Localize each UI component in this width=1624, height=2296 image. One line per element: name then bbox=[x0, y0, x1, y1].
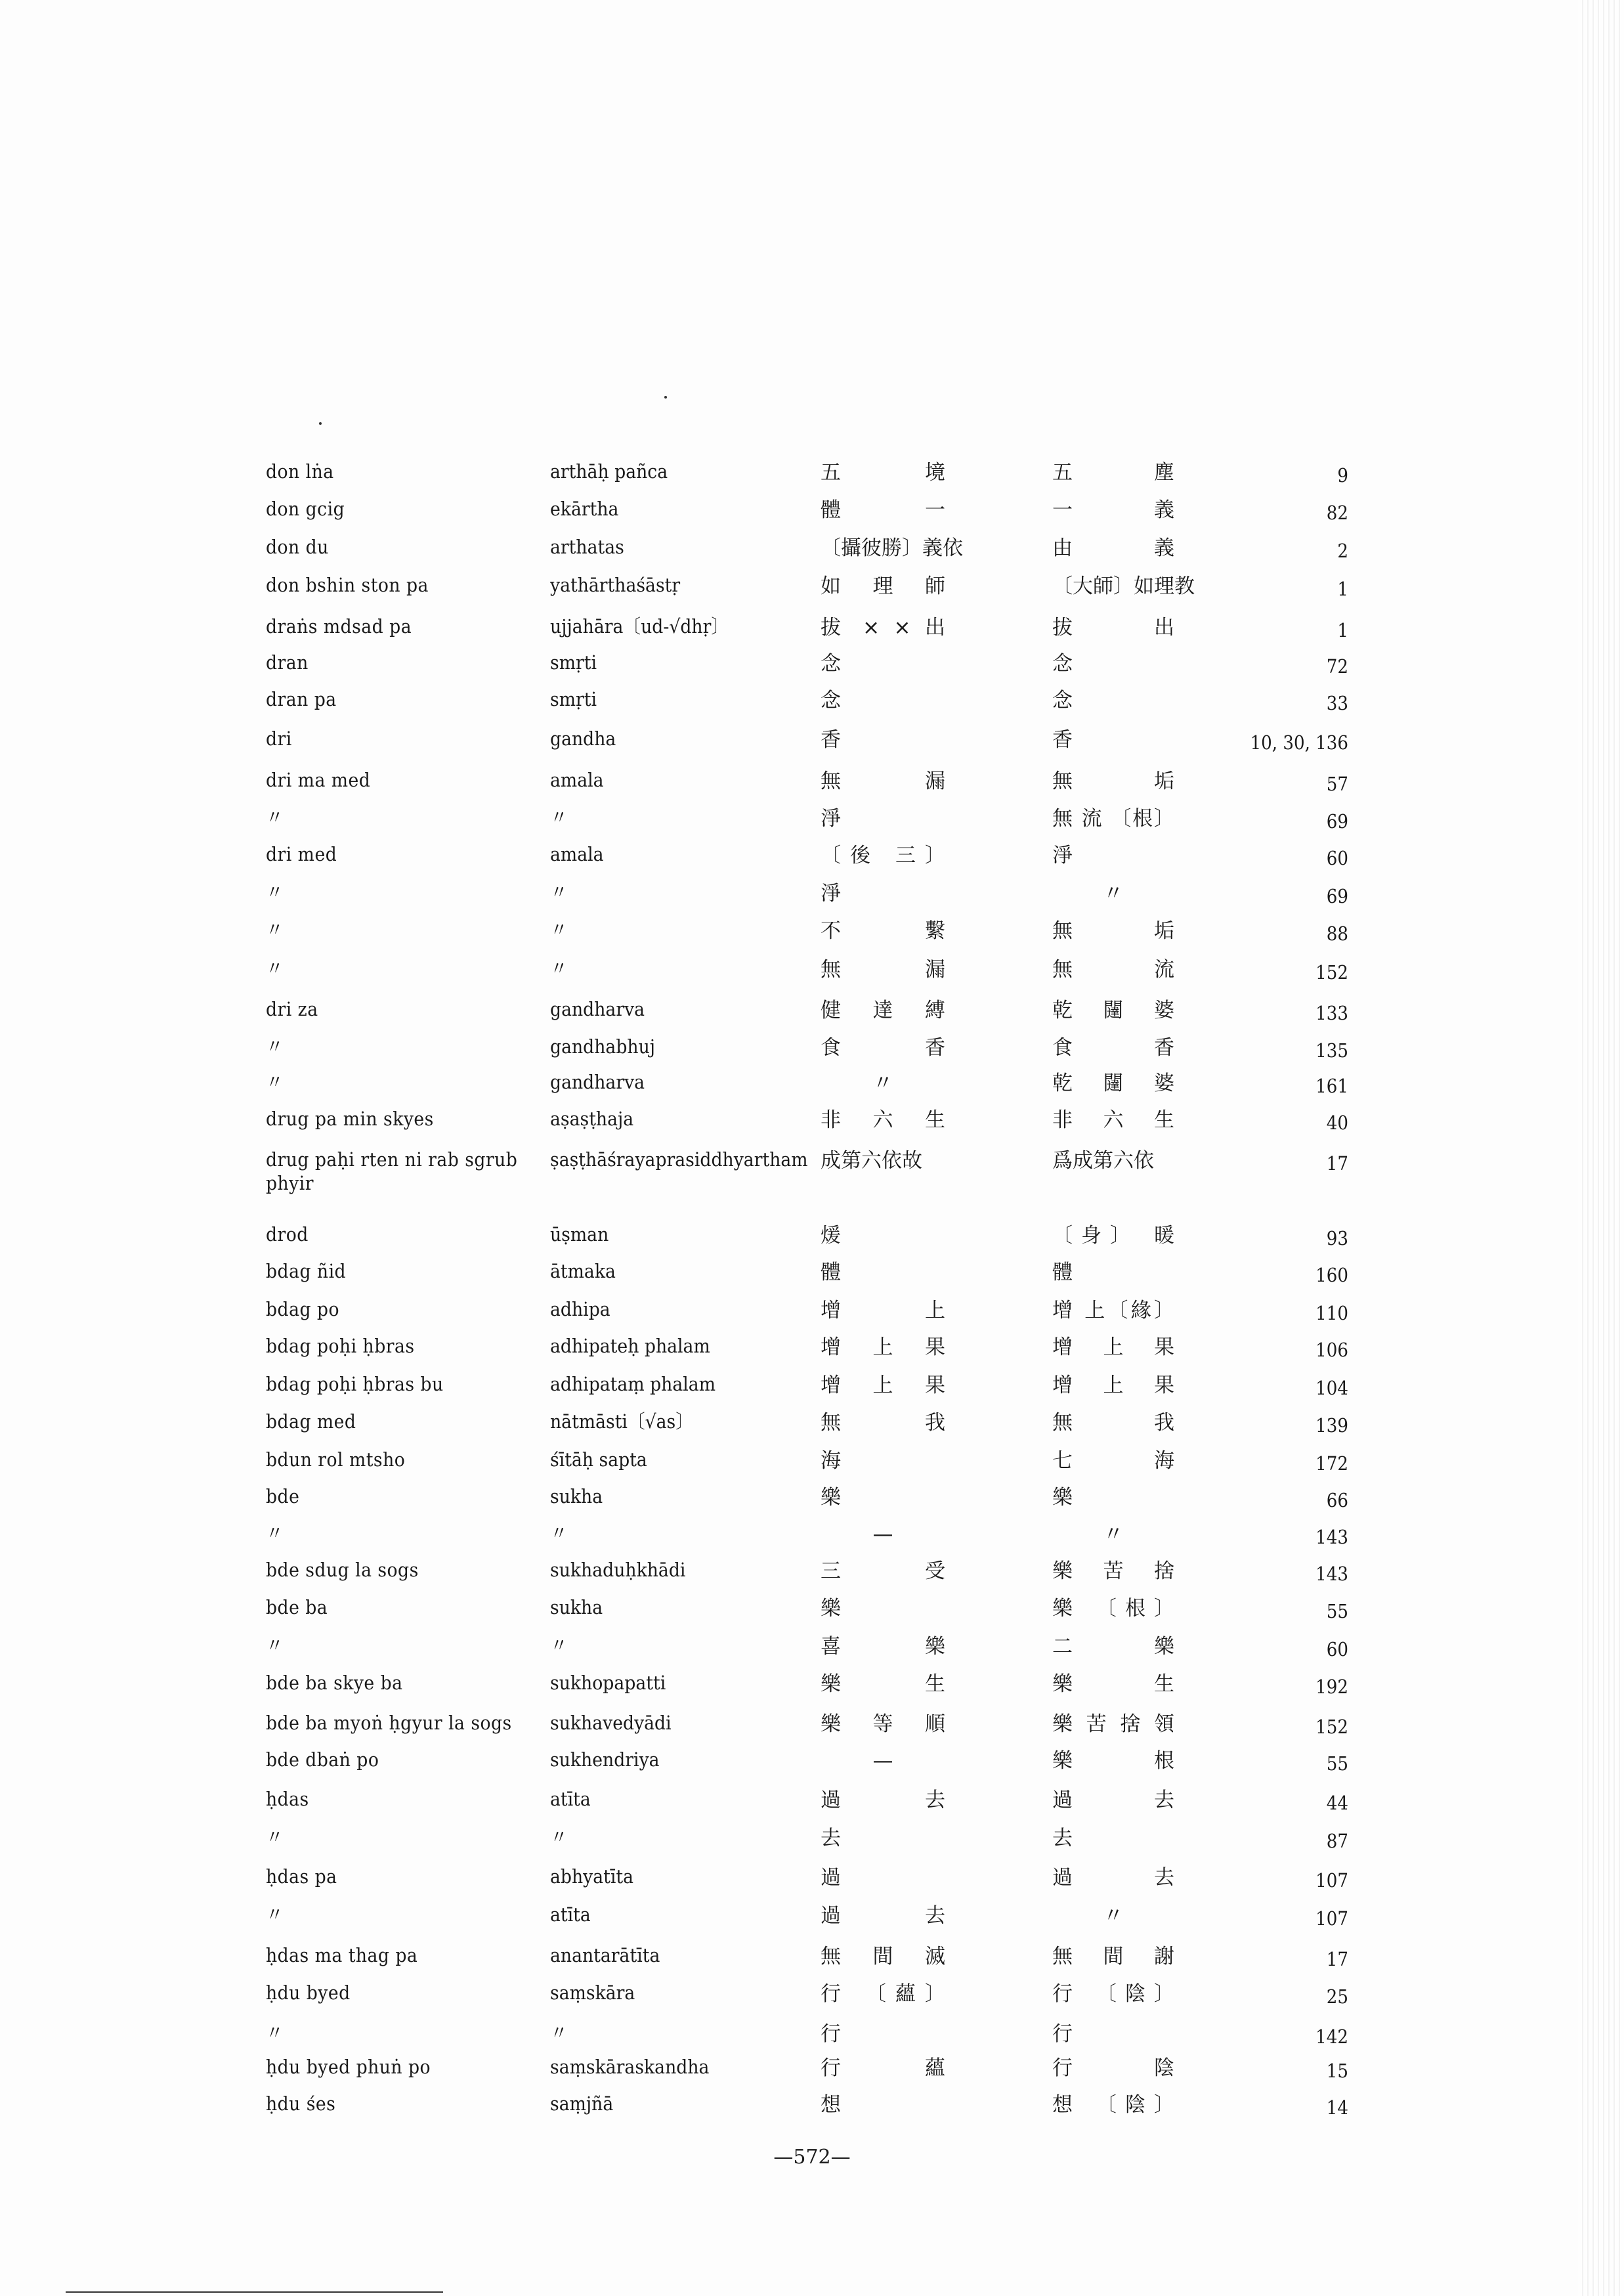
chinese-term-paramartha: 體 bbox=[1052, 1261, 1073, 1284]
sanskrit-term: ātmaka bbox=[550, 1260, 616, 1282]
chinese-term-paramartha: 去 bbox=[1052, 1827, 1073, 1850]
chinese-term-paramartha: 行 〔陰〕 bbox=[1052, 1982, 1174, 2006]
tibetan-term: bdag poḥi ḥbras bbox=[266, 1335, 415, 1357]
tibetan-term: 〃 bbox=[266, 1826, 284, 1848]
tibetan-term: draṅs mdsad pa bbox=[266, 615, 412, 638]
sanskrit-term: śītāḥ sapta bbox=[550, 1448, 647, 1471]
page-reference: 143 bbox=[1315, 1563, 1348, 1585]
page-reference: 107 bbox=[1315, 1869, 1348, 1892]
chinese-term-xuanzang: 〔後 三〕 bbox=[821, 844, 945, 867]
tibetan-term: don lṅa bbox=[266, 460, 334, 483]
table-row bbox=[0, 727, 1624, 766]
page-reference: 106 bbox=[1315, 1339, 1348, 1361]
scan-speck bbox=[319, 422, 322, 425]
tibetan-term: 〃 bbox=[266, 1903, 284, 1926]
page-reference: 60 bbox=[1326, 847, 1348, 869]
chinese-term-xuanzang: 無 我 bbox=[821, 1411, 945, 1435]
sanskrit-term: aṣaṣṭhaja bbox=[550, 1108, 634, 1130]
page-reference: 17 bbox=[1326, 1152, 1348, 1175]
chinese-term-paramartha: 〃 bbox=[1103, 882, 1124, 905]
page-reference: 2 bbox=[1337, 540, 1348, 562]
chinese-term-paramartha: 七 海 bbox=[1052, 1449, 1174, 1473]
chinese-term-paramartha: 無 垢 bbox=[1052, 919, 1174, 943]
chinese-term-xuanzang: 五 境 bbox=[821, 461, 945, 485]
table-row bbox=[0, 1259, 1624, 1299]
table-row bbox=[0, 2055, 1624, 2094]
sanskrit-term: amala bbox=[550, 769, 604, 791]
chinese-term-paramartha: 〃 bbox=[1103, 1523, 1124, 1546]
chinese-term-paramartha: 無 間 謝 bbox=[1052, 1945, 1174, 1968]
chinese-term-paramartha: 念 bbox=[1052, 652, 1073, 676]
sanskrit-term: ṣaṣṭhāśrayaprasiddhyartham bbox=[550, 1148, 808, 1171]
page-reference: 57 bbox=[1326, 773, 1348, 795]
page-reference: 93 bbox=[1326, 1227, 1348, 1249]
sanskrit-term: saṃskāraskandha bbox=[550, 2056, 710, 2078]
tibetan-term: 〃 bbox=[266, 806, 284, 829]
chinese-term-xuanzang: 無 漏 bbox=[821, 958, 945, 982]
chinese-term-paramartha: 淨 bbox=[1052, 844, 1073, 867]
chinese-term-xuanzang: 過 bbox=[821, 1866, 841, 1890]
table-row bbox=[0, 1070, 1624, 1110]
chinese-term-xuanzang: 念 bbox=[821, 652, 841, 676]
sanskrit-term: ujjahāra〔ud-√dhṛ〕 bbox=[550, 615, 729, 638]
scan-speck bbox=[664, 396, 667, 399]
page-reference: 133 bbox=[1315, 1002, 1348, 1024]
table-row bbox=[0, 573, 1624, 613]
tibetan-term: dran pa bbox=[266, 688, 337, 710]
chinese-term-xuanzang: 非 六 生 bbox=[821, 1108, 945, 1132]
page-reference: 69 bbox=[1326, 885, 1348, 907]
page-reference: 60 bbox=[1326, 1638, 1348, 1660]
sanskrit-term: 〃 bbox=[550, 881, 568, 903]
chinese-term-xuanzang: 香 bbox=[821, 728, 841, 752]
tibetan-term: 〃 bbox=[266, 957, 284, 980]
chinese-term-paramartha: 〔大師〕如理教 bbox=[1052, 574, 1195, 598]
bottom-rule bbox=[66, 2291, 443, 2293]
chinese-term-paramartha: 乾 闥 婆 bbox=[1052, 999, 1174, 1022]
chinese-term-xuanzang: 行 〔蘊〕 bbox=[821, 1982, 945, 2006]
sanskrit-term: gandhabhuj bbox=[550, 1035, 656, 1058]
table-row bbox=[0, 997, 1624, 1037]
chinese-term-paramartha: 行 bbox=[1052, 2022, 1073, 2046]
tibetan-term: 〃 bbox=[266, 1071, 284, 1093]
tibetan-term: ḥdu byed phuṅ po bbox=[266, 2056, 431, 2078]
chinese-term-xuanzang: 食 香 bbox=[821, 1036, 945, 1060]
tibetan-term: drug pa min skyes bbox=[266, 1108, 434, 1130]
page-reference: 161 bbox=[1315, 1075, 1348, 1097]
chinese-term-xuanzang: — bbox=[872, 1749, 893, 1773]
chinese-term-xuanzang: 喜 樂 bbox=[821, 1635, 945, 1658]
chinese-term-paramartha: 增 上〔緣〕 bbox=[1052, 1299, 1174, 1322]
sanskrit-term: anantarātīta bbox=[550, 1944, 660, 1966]
sanskrit-term: adhipa bbox=[550, 1298, 610, 1320]
sanskrit-term: 〃 bbox=[550, 806, 568, 829]
chinese-term-paramartha: 香 bbox=[1052, 728, 1073, 752]
table-row bbox=[0, 2021, 1624, 2060]
table-row bbox=[0, 2092, 1624, 2131]
page-reference: 25 bbox=[1326, 1985, 1348, 2008]
table-row bbox=[0, 1484, 1624, 1524]
chinese-term-xuanzang: 煖 bbox=[821, 1224, 841, 1247]
table-row bbox=[0, 460, 1624, 499]
sanskrit-term: atīta bbox=[550, 1903, 591, 1926]
chinese-term-xuanzang: 增 上 bbox=[821, 1299, 945, 1322]
tibetan-term: ḥdas pa bbox=[266, 1865, 337, 1888]
page-reference: 17 bbox=[1326, 1948, 1348, 1970]
page-reference: 14 bbox=[1326, 2096, 1348, 2119]
tibetan-term: drug paḥi rten ni rab sgrub phyir bbox=[266, 1148, 518, 1194]
sanskrit-term: sukhopapatti bbox=[550, 1672, 666, 1694]
tibetan-term: dri za bbox=[266, 998, 318, 1020]
sanskrit-term: sukhendriya bbox=[550, 1748, 660, 1771]
sanskrit-term: adhipataṃ phalam bbox=[550, 1373, 716, 1395]
page-reference: 135 bbox=[1315, 1039, 1348, 1062]
page-reference: 152 bbox=[1315, 1716, 1348, 1738]
sanskrit-term: sukha bbox=[550, 1596, 603, 1618]
tibetan-term: 〃 bbox=[266, 1035, 284, 1058]
tibetan-term: 〃 bbox=[266, 1522, 284, 1544]
table-row bbox=[0, 535, 1624, 574]
tibetan-term: dri bbox=[266, 727, 292, 750]
page-number: —572— bbox=[773, 2146, 851, 2169]
table-row bbox=[0, 1825, 1624, 1865]
sanskrit-term: 〃 bbox=[550, 1826, 568, 1848]
page-reference: 33 bbox=[1326, 692, 1348, 714]
table-row bbox=[0, 1334, 1624, 1374]
chinese-term-xuanzang: 淨 bbox=[821, 807, 841, 831]
sanskrit-term: 〃 bbox=[550, 1634, 568, 1657]
page-reference: 9 bbox=[1337, 464, 1348, 487]
chinese-term-xuanzang: 成第六依故 bbox=[821, 1149, 922, 1173]
table-row bbox=[0, 1521, 1624, 1561]
page-reference: 1 bbox=[1337, 619, 1348, 641]
tibetan-term: dran bbox=[266, 651, 309, 674]
table-row bbox=[0, 687, 1624, 727]
chinese-term-paramartha: 念 bbox=[1052, 689, 1073, 712]
page-reference: 104 bbox=[1315, 1377, 1348, 1399]
page-reference: 55 bbox=[1326, 1600, 1348, 1622]
chinese-term-xuanzang: 淨 bbox=[821, 882, 841, 905]
table-row bbox=[0, 957, 1624, 996]
chinese-term-paramartha: 過 去 bbox=[1052, 1788, 1174, 1812]
sanskrit-term: atīta bbox=[550, 1788, 591, 1810]
sanskrit-term: adhipateḥ phalam bbox=[550, 1335, 710, 1357]
page-reference: 82 bbox=[1326, 502, 1348, 524]
chinese-term-xuanzang: — bbox=[872, 1523, 893, 1546]
table-row bbox=[0, 1558, 1624, 1597]
chinese-term-xuanzang: 過 去 bbox=[821, 1904, 945, 1928]
tibetan-term: bdag poḥi ḥbras bu bbox=[266, 1373, 444, 1395]
table-row bbox=[0, 768, 1624, 808]
chinese-term-paramartha: 二 樂 bbox=[1052, 1635, 1174, 1658]
sanskrit-term: ekārtha bbox=[550, 498, 619, 520]
page-reference: 1 bbox=[1337, 578, 1348, 600]
sanskrit-term: 〃 bbox=[550, 2022, 568, 2044]
chinese-term-paramartha: 無 流 〔根〕 bbox=[1052, 807, 1174, 831]
table-row bbox=[0, 651, 1624, 690]
sanskrit-term: ūṣman bbox=[550, 1223, 609, 1245]
chinese-term-xuanzang: 想 bbox=[821, 2093, 841, 2117]
sanskrit-term: 〃 bbox=[550, 1522, 568, 1544]
table-row bbox=[0, 1981, 1624, 2020]
chinese-term-paramartha: 非 六 生 bbox=[1052, 1108, 1174, 1132]
chinese-term-paramartha: 樂 根 bbox=[1052, 1749, 1174, 1773]
table-row bbox=[0, 1595, 1624, 1635]
sanskrit-term: amala bbox=[550, 843, 604, 865]
tibetan-term: 〃 bbox=[266, 881, 284, 903]
chinese-term-paramartha: 想 〔陰〕 bbox=[1052, 2093, 1174, 2117]
sanskrit-term: sukha bbox=[550, 1485, 603, 1507]
page-reference: 15 bbox=[1326, 2060, 1348, 2082]
table-row bbox=[0, 1787, 1624, 1827]
chinese-term-xuanzang: 去 bbox=[821, 1827, 841, 1850]
sanskrit-term: smṛti bbox=[550, 651, 597, 674]
tibetan-term: bde sdug la sogs bbox=[266, 1559, 419, 1581]
chinese-term-xuanzang: 過 去 bbox=[821, 1788, 945, 1812]
sanskrit-term: gandha bbox=[550, 727, 616, 750]
sanskrit-term: gandharva bbox=[550, 998, 645, 1020]
tibetan-term: dri med bbox=[266, 843, 337, 865]
page-reference: 87 bbox=[1326, 1830, 1348, 1852]
chinese-term-paramartha: 無 垢 bbox=[1052, 769, 1174, 793]
chinese-term-xuanzang: 如 理 師 bbox=[821, 574, 945, 598]
chinese-term-xuanzang: 無 間 滅 bbox=[821, 1945, 945, 1968]
tibetan-term: bde dbaṅ po bbox=[266, 1748, 379, 1771]
chinese-term-xuanzang: 健 達 縛 bbox=[821, 999, 945, 1022]
page-reference: 72 bbox=[1326, 655, 1348, 678]
sanskrit-term: sukhaduḥkhādi bbox=[550, 1559, 686, 1581]
chinese-term-xuanzang: 樂 等 順 bbox=[821, 1712, 945, 1736]
chinese-term-paramartha: 行 陰 bbox=[1052, 2056, 1174, 2080]
table-row bbox=[0, 1903, 1624, 1942]
page-reference: 10, 30, 136 bbox=[1250, 731, 1348, 754]
table-row bbox=[0, 842, 1624, 882]
sanskrit-term: arthatas bbox=[550, 536, 624, 558]
chinese-term-xuanzang: 樂 生 bbox=[821, 1672, 945, 1696]
tibetan-term: don gcig bbox=[266, 498, 345, 520]
tibetan-term: ḥdas ma thag pa bbox=[266, 1944, 418, 1966]
tibetan-term: bdag ñid bbox=[266, 1260, 347, 1282]
tibetan-term: bde bbox=[266, 1485, 300, 1507]
table-row bbox=[0, 1448, 1624, 1487]
chinese-term-xuanzang: 行 蘊 bbox=[821, 2056, 945, 2080]
tibetan-term: don du bbox=[266, 536, 329, 558]
tibetan-term: bde ba myoṅ ḥgyur la sogs bbox=[266, 1712, 512, 1734]
page-reference: 143 bbox=[1315, 1526, 1348, 1548]
chinese-term-xuanzang: 樂 bbox=[821, 1486, 841, 1509]
chinese-term-xuanzang: 拔 × × 出 bbox=[821, 616, 945, 639]
sanskrit-term: 〃 bbox=[550, 957, 568, 980]
tibetan-term: bde ba skye ba bbox=[266, 1672, 403, 1694]
chinese-term-paramartha: 五 塵 bbox=[1052, 461, 1174, 485]
table-row bbox=[0, 1107, 1624, 1146]
chinese-term-paramartha: 增 上 果 bbox=[1052, 1374, 1174, 1397]
chinese-term-xuanzang: 三 受 bbox=[821, 1559, 945, 1583]
chinese-term-paramartha: 樂 苦 捨 bbox=[1052, 1559, 1174, 1583]
sanskrit-term: nātmāsti〔√as〕 bbox=[550, 1410, 693, 1433]
chinese-term-paramartha: 無 流 bbox=[1052, 958, 1174, 982]
table-row bbox=[0, 1865, 1624, 1904]
table-row bbox=[0, 1943, 1624, 1983]
chinese-term-xuanzang: 不 繫 bbox=[821, 919, 945, 943]
tibetan-term: ḥdu śes bbox=[266, 2092, 336, 2115]
table-row bbox=[0, 1223, 1624, 1262]
chinese-term-xuanzang: 念 bbox=[821, 689, 841, 712]
chinese-term-paramartha: 樂 bbox=[1052, 1486, 1073, 1509]
table-row bbox=[0, 806, 1624, 845]
sanskrit-term: sukhavedyādi bbox=[550, 1712, 672, 1734]
page-reference: 107 bbox=[1315, 1907, 1348, 1930]
chinese-term-paramartha: 由 義 bbox=[1052, 536, 1174, 560]
table-row bbox=[0, 1671, 1624, 1710]
chinese-term-paramartha: 樂 苦 捨 領 bbox=[1052, 1712, 1174, 1736]
page-reference: 40 bbox=[1326, 1112, 1348, 1134]
tibetan-term: ḥdu byed bbox=[266, 1982, 351, 2004]
chinese-term-xuanzang: 樂 bbox=[821, 1597, 841, 1620]
chinese-term-paramartha: 食 香 bbox=[1052, 1036, 1174, 1060]
page-reference: 69 bbox=[1326, 810, 1348, 833]
chinese-term-xuanzang: 無 漏 bbox=[821, 769, 945, 793]
sanskrit-term: 〃 bbox=[550, 919, 568, 941]
sanskrit-term: yathārthaśāstṛ bbox=[550, 574, 681, 596]
table-row bbox=[0, 1372, 1624, 1412]
chinese-term-paramartha: 〃 bbox=[1103, 1904, 1124, 1928]
page-reference: 55 bbox=[1326, 1752, 1348, 1775]
chinese-term-paramartha: 樂 生 bbox=[1052, 1672, 1174, 1696]
tibetan-term: bdag med bbox=[266, 1410, 356, 1433]
chinese-term-xuanzang: 體 bbox=[821, 1261, 841, 1284]
sanskrit-term: gandharva bbox=[550, 1071, 645, 1093]
chinese-term-paramartha: 一 義 bbox=[1052, 498, 1174, 522]
table-row bbox=[0, 1711, 1624, 1750]
table-row bbox=[0, 918, 1624, 957]
chinese-term-xuanzang: 行 bbox=[821, 2022, 841, 2046]
tibetan-term: dri ma med bbox=[266, 769, 371, 791]
page-reference: 152 bbox=[1315, 961, 1348, 984]
page-reference: 192 bbox=[1315, 1676, 1348, 1698]
sanskrit-term: abhyatīta bbox=[550, 1865, 634, 1888]
chinese-term-xuanzang: 增 上 果 bbox=[821, 1335, 945, 1359]
chinese-term-paramartha: 爲成第六依 bbox=[1052, 1149, 1154, 1173]
table-row bbox=[0, 1297, 1624, 1337]
table-row bbox=[0, 1148, 1624, 1194]
page-reference: 142 bbox=[1315, 2025, 1348, 2048]
chinese-term-paramartha: 拔 出 bbox=[1052, 616, 1174, 639]
page-reference: 139 bbox=[1315, 1414, 1348, 1437]
sanskrit-term: saṃskāra bbox=[550, 1982, 635, 2004]
tibetan-term: don bshin ston pa bbox=[266, 574, 429, 596]
page-reference: 172 bbox=[1315, 1452, 1348, 1475]
table-row bbox=[0, 1410, 1624, 1449]
table-row bbox=[0, 1748, 1624, 1787]
chinese-term-paramartha: 無 我 bbox=[1052, 1411, 1174, 1435]
chinese-term-paramartha: 過 去 bbox=[1052, 1866, 1174, 1890]
table-row bbox=[0, 497, 1624, 536]
page-reference: 66 bbox=[1326, 1489, 1348, 1511]
sanskrit-term: arthāḥ pañca bbox=[550, 460, 668, 483]
chinese-term-paramartha: 〔身〕 暖 bbox=[1052, 1224, 1174, 1247]
sanskrit-term: smṛti bbox=[550, 688, 597, 710]
chinese-term-xuanzang: 增 上 果 bbox=[821, 1374, 945, 1397]
tibetan-term: 〃 bbox=[266, 2022, 284, 2044]
chinese-term-xuanzang: 〃 bbox=[872, 1072, 893, 1095]
tibetan-term: bdun rol mtsho bbox=[266, 1448, 406, 1471]
chinese-term-xuanzang: 體 一 bbox=[821, 498, 945, 522]
table-row bbox=[0, 1035, 1624, 1074]
chinese-term-xuanzang: 〔攝彼勝〕義依 bbox=[821, 536, 963, 560]
page-reference: 160 bbox=[1315, 1264, 1348, 1286]
sanskrit-term: saṃjñā bbox=[550, 2092, 614, 2115]
tibetan-term: drod bbox=[266, 1223, 309, 1245]
tibetan-term: 〃 bbox=[266, 919, 284, 941]
tibetan-term: 〃 bbox=[266, 1634, 284, 1657]
page-reference: 88 bbox=[1326, 922, 1348, 945]
table-row bbox=[0, 1634, 1624, 1673]
tibetan-term: bde ba bbox=[266, 1596, 328, 1618]
chinese-term-paramartha: 乾 闥 婆 bbox=[1052, 1072, 1174, 1095]
table-row bbox=[0, 880, 1624, 920]
page-reference: 44 bbox=[1326, 1792, 1348, 1814]
chinese-term-paramartha: 增 上 果 bbox=[1052, 1335, 1174, 1359]
chinese-term-paramartha: 樂 〔根〕 bbox=[1052, 1597, 1174, 1620]
tibetan-term: bdag po bbox=[266, 1298, 339, 1320]
chinese-term-xuanzang: 海 bbox=[821, 1449, 841, 1473]
page-reference: 110 bbox=[1315, 1302, 1348, 1324]
tibetan-term: ḥdas bbox=[266, 1788, 309, 1810]
table-row bbox=[0, 615, 1624, 654]
